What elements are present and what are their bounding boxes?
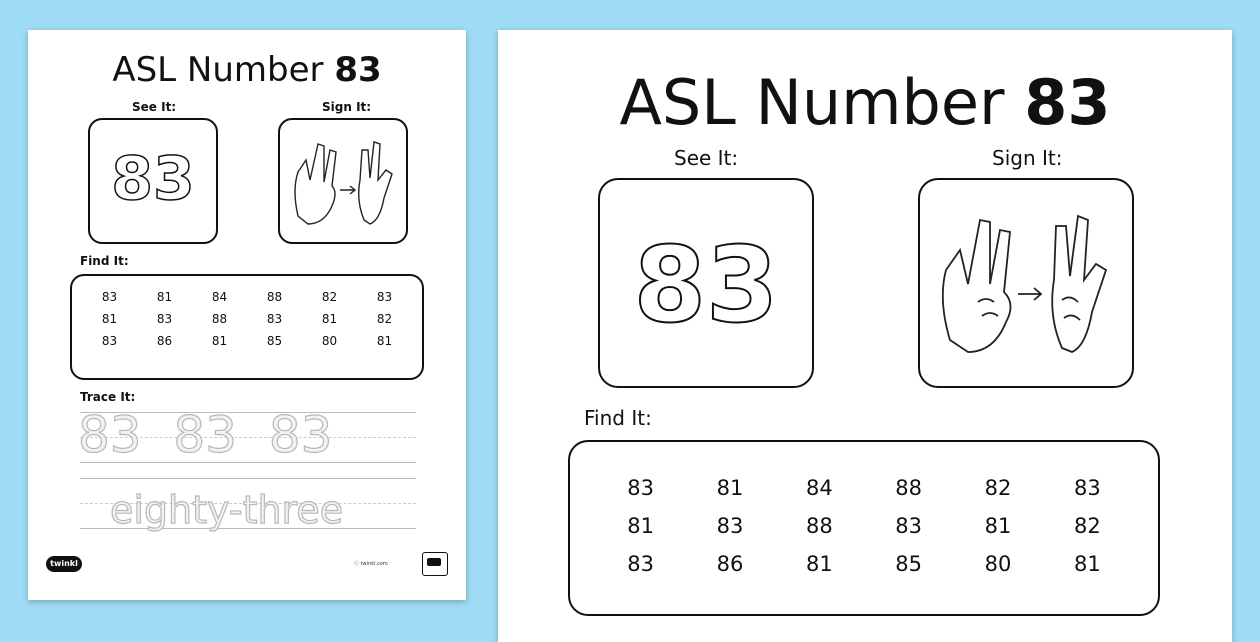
see-it-label: See It: <box>674 146 739 170</box>
find-number: 88 <box>266 290 283 304</box>
find-number: 82 <box>376 312 393 326</box>
find-number: 83 <box>156 312 173 326</box>
worksheet-title: ASL Number 83 <box>619 66 1111 139</box>
find-number: 82 <box>321 290 338 304</box>
find-number: 81 <box>1073 552 1101 576</box>
trace-guide-line <box>80 478 416 479</box>
find-number: 82 <box>984 476 1012 500</box>
find-number: 85 <box>266 334 283 348</box>
find-number: 81 <box>716 476 744 500</box>
trace-numbers <box>78 406 418 464</box>
hand-sign-icon <box>920 180 1132 386</box>
hand-sign-icon <box>280 120 406 242</box>
find-number: 80 <box>321 334 338 348</box>
find-number: 85 <box>895 552 923 576</box>
find-number: 81 <box>627 514 655 538</box>
find-number: 83 <box>266 312 283 326</box>
find-number: 83 <box>627 552 655 576</box>
find-number: 83 <box>1073 476 1101 500</box>
find-number: 81 <box>376 334 393 348</box>
trace-word: eighty-three <box>110 488 344 532</box>
find-it-grid <box>82 290 412 348</box>
find-number: 81 <box>211 334 228 348</box>
badge-icon <box>422 552 448 576</box>
find-it-label: Find It: <box>584 406 652 430</box>
find-number: 83 <box>101 334 118 348</box>
find-it-box <box>70 274 424 380</box>
see-it-label: See It: <box>132 100 177 114</box>
see-it-box <box>88 118 218 244</box>
trace-number: 83 <box>268 406 333 464</box>
sign-it-label: Sign It: <box>322 100 372 114</box>
find-number: 83 <box>716 514 744 538</box>
find-number: 81 <box>101 312 118 326</box>
find-number: 84 <box>211 290 228 304</box>
find-it-grid <box>596 476 1132 576</box>
see-it-box <box>598 178 814 388</box>
see-it-number: 83 <box>111 144 195 214</box>
trace-it-label: Trace It: <box>80 390 136 404</box>
find-number: 88 <box>211 312 228 326</box>
worksheet-preview <box>28 30 466 600</box>
twinkl-logo: twinkl <box>46 556 82 572</box>
find-number: 84 <box>805 476 833 500</box>
worksheet-title: ASL Number 83 <box>112 50 382 90</box>
find-number: 86 <box>156 334 173 348</box>
find-number: 83 <box>895 514 923 538</box>
sign-it-label: Sign It: <box>992 146 1063 170</box>
find-number: 83 <box>376 290 393 304</box>
find-number: 81 <box>156 290 173 304</box>
find-number: 81 <box>984 514 1012 538</box>
find-number: 80 <box>984 552 1012 576</box>
sign-it-box <box>918 178 1134 388</box>
find-it-box <box>568 440 1160 616</box>
find-it-label: Find It: <box>80 254 129 268</box>
trace-number: 83 <box>173 406 238 464</box>
footer-url: ⓒ twinkl.com <box>354 561 388 567</box>
find-number: 81 <box>321 312 338 326</box>
find-number: 82 <box>1073 514 1101 538</box>
find-number: 83 <box>627 476 655 500</box>
find-number: 81 <box>805 552 833 576</box>
sign-it-box <box>278 118 408 244</box>
trace-number: 83 <box>78 406 142 464</box>
see-it-number: 83 <box>633 224 779 346</box>
find-number: 86 <box>716 552 744 576</box>
find-number: 88 <box>805 514 833 538</box>
find-number: 88 <box>895 476 923 500</box>
find-number: 83 <box>101 290 118 304</box>
worksheet-zoom <box>498 30 1232 642</box>
